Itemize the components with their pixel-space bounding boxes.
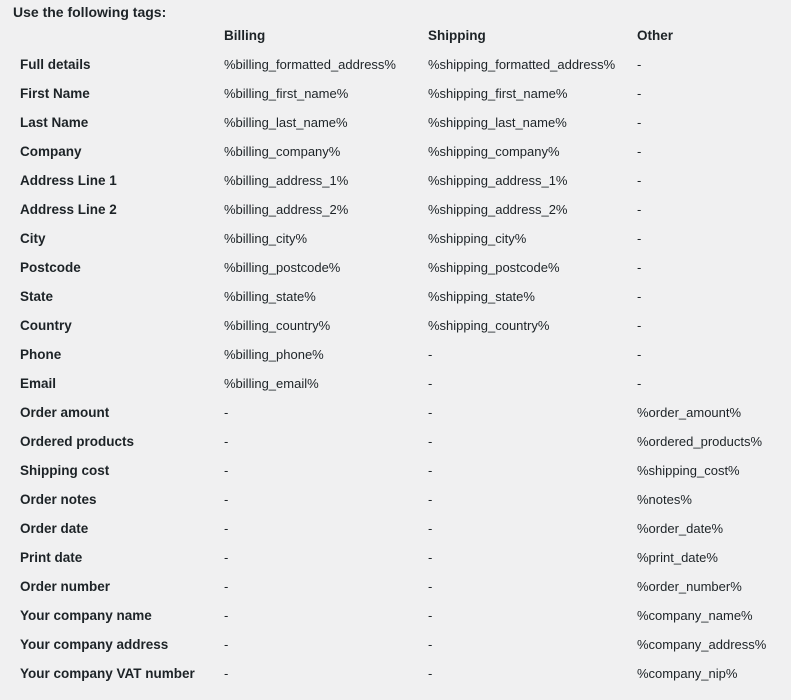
- billing-tag-cell: %billing_formatted_address%: [224, 57, 396, 72]
- table-row: [10, 369, 787, 398]
- row-label: Email: [20, 376, 57, 391]
- other-tag-cell: %ordered_products%: [637, 434, 763, 449]
- shipping-tag-cell: -: [428, 608, 433, 623]
- table-row: [10, 282, 787, 311]
- header-other: Other: [637, 28, 674, 43]
- shipping-tag-cell: %shipping_formatted_address%: [428, 57, 616, 72]
- table-row: [10, 572, 787, 601]
- billing-tag-cell: -: [224, 463, 229, 478]
- billing-tag-cell: %billing_address_2%: [224, 202, 349, 217]
- row-label: Country: [20, 318, 72, 333]
- other-tag-cell: -: [637, 57, 642, 72]
- billing-tag-cell: -: [224, 492, 229, 507]
- other-tag-cell: -: [637, 376, 642, 391]
- row-label: Your company address: [20, 637, 169, 652]
- billing-tag-cell: -: [224, 579, 229, 594]
- shipping-tag-cell: -: [428, 666, 433, 681]
- other-tag-cell: %shipping_cost%: [637, 463, 740, 478]
- billing-tag-cell: %billing_first_name%: [224, 86, 349, 101]
- table-row: [10, 485, 787, 514]
- shipping-tag-cell: -: [428, 405, 433, 420]
- row-label: Last Name: [20, 115, 89, 130]
- billing-tag-cell: %billing_phone%: [224, 347, 324, 362]
- table-row: [10, 166, 787, 195]
- row-label: Order date: [20, 521, 89, 536]
- table-row: [10, 137, 787, 166]
- row-label: Company: [20, 144, 82, 159]
- table-row: [10, 398, 787, 427]
- other-tag-cell: -: [637, 231, 642, 246]
- other-tag-cell: -: [637, 173, 642, 188]
- table-row: [10, 514, 787, 543]
- billing-tag-cell: %billing_city%: [224, 231, 308, 246]
- row-label: Ordered products: [20, 434, 135, 449]
- table-row: [10, 630, 787, 659]
- other-tag-cell: -: [637, 260, 642, 275]
- billing-tag-cell: %billing_company%: [224, 144, 341, 159]
- billing-tag-cell: -: [224, 608, 229, 623]
- shipping-tag-cell: %shipping_first_name%: [428, 86, 568, 101]
- table-row: [10, 659, 787, 688]
- row-label: City: [20, 231, 46, 246]
- shipping-tag-cell: -: [428, 579, 433, 594]
- shipping-tag-cell: %shipping_postcode%: [428, 260, 560, 275]
- tags-table-body: [10, 50, 787, 688]
- other-tag-cell: -: [637, 115, 642, 130]
- shipping-tag-cell: -: [428, 463, 433, 478]
- other-tag-cell: %order_date%: [637, 521, 723, 536]
- shipping-tag-cell: -: [428, 376, 433, 391]
- row-label: Postcode: [20, 260, 81, 275]
- billing-tag-cell: %billing_address_1%: [224, 173, 349, 188]
- header-billing: Billing: [224, 28, 266, 43]
- other-tag-cell: -: [637, 289, 642, 304]
- row-label: Your company VAT number: [20, 666, 195, 681]
- intro-text: Use the following tags:: [13, 4, 167, 20]
- other-tag-cell: %order_number%: [637, 579, 742, 594]
- other-tag-cell: -: [637, 202, 642, 217]
- row-label: Shipping cost: [20, 463, 110, 478]
- shipping-tag-cell: %shipping_state%: [428, 289, 535, 304]
- table-row: [10, 311, 787, 340]
- table-row: [10, 79, 787, 108]
- billing-tag-cell: -: [224, 434, 229, 449]
- billing-tag-cell: -: [224, 666, 229, 681]
- billing-tag-cell: %billing_email%: [224, 376, 319, 391]
- other-tag-cell: -: [637, 347, 642, 362]
- other-tag-cell: -: [637, 144, 642, 159]
- row-label: Your company name: [20, 608, 152, 623]
- billing-tag-cell: -: [224, 521, 229, 536]
- other-tag-cell: %order_amount%: [637, 405, 742, 420]
- table-row: [10, 108, 787, 137]
- table-row: [10, 456, 787, 485]
- other-tag-cell: -: [637, 86, 642, 101]
- shipping-tag-cell: -: [428, 637, 433, 652]
- billing-tag-cell: %billing_country%: [224, 318, 331, 333]
- row-label: Address Line 2: [20, 202, 117, 217]
- table-row: [10, 543, 787, 572]
- table-row: [10, 195, 787, 224]
- table-row: [10, 340, 787, 369]
- shipping-tag-cell: -: [428, 492, 433, 507]
- billing-tag-cell: -: [224, 637, 229, 652]
- row-label: State: [20, 289, 54, 304]
- shipping-tag-cell: -: [428, 347, 433, 362]
- shipping-tag-cell: -: [428, 521, 433, 536]
- billing-tag-cell: -: [224, 550, 229, 565]
- table-header-row: [10, 21, 787, 50]
- shipping-tag-cell: %shipping_country%: [428, 318, 550, 333]
- billing-tag-cell: %billing_last_name%: [224, 115, 348, 130]
- row-label: Print date: [20, 550, 83, 565]
- table-row: [10, 224, 787, 253]
- header-shipping: Shipping: [428, 28, 486, 43]
- billing-tag-cell: %billing_postcode%: [224, 260, 341, 275]
- table-row: [10, 427, 787, 456]
- billing-tag-cell: -: [224, 405, 229, 420]
- shipping-tag-cell: -: [428, 550, 433, 565]
- row-label: Order amount: [20, 405, 110, 420]
- header-label-column: [10, 21, 214, 50]
- row-label: Order number: [20, 579, 111, 594]
- other-tag-cell: -: [637, 318, 642, 333]
- tags-table: [10, 21, 787, 688]
- shipping-tag-cell: -: [428, 434, 433, 449]
- shipping-tag-cell: %shipping_last_name%: [428, 115, 567, 130]
- row-label: First Name: [20, 86, 90, 101]
- shipping-tag-cell: %shipping_city%: [428, 231, 527, 246]
- table-row: [10, 50, 787, 79]
- shipping-tag-cell: %shipping_company%: [428, 144, 560, 159]
- table-row: [10, 253, 787, 282]
- row-label: Full details: [20, 57, 91, 72]
- row-label: Address Line 1: [20, 173, 117, 188]
- other-tag-cell: %print_date%: [637, 550, 718, 565]
- row-label: Order notes: [20, 492, 97, 507]
- table-row: [10, 601, 787, 630]
- other-tag-cell: %notes%: [637, 492, 692, 507]
- shipping-tag-cell: %shipping_address_1%: [428, 173, 568, 188]
- shipping-tag-cell: %shipping_address_2%: [428, 202, 568, 217]
- other-tag-cell: %company_name%: [637, 608, 753, 623]
- billing-tag-cell: %billing_state%: [224, 289, 316, 304]
- other-tag-cell: %company_address%: [637, 637, 767, 652]
- other-tag-cell: %company_nip%: [637, 666, 738, 681]
- row-label: Phone: [20, 347, 62, 362]
